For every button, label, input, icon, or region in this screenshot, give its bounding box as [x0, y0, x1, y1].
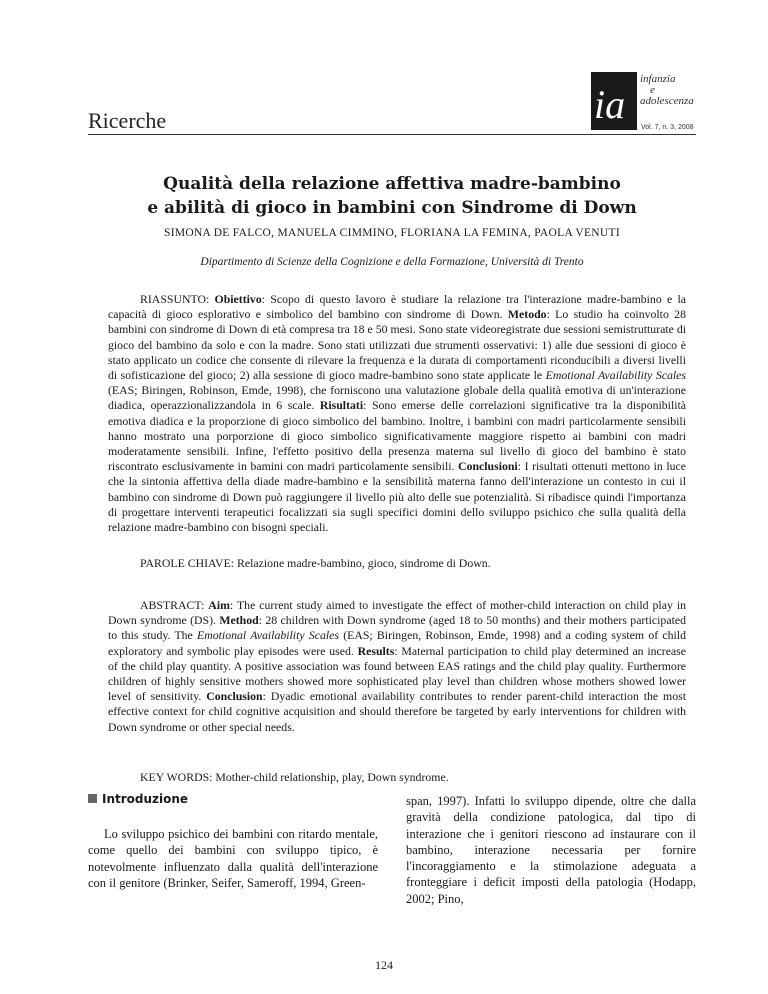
page-number: 124 [375, 958, 393, 972]
header-rule [88, 134, 696, 135]
section-label: Ricerche [88, 108, 167, 133]
bullet-square-icon [88, 794, 97, 803]
intro-right-column: span, 1997). Infatti lo sviluppo dipende, oltre che dalla gravità della condizione patologica, dal tipo di interazione che i genitori riescono ad instaurare con il bambino, interazione necessaria per fornire l'incoraggiamento e la stimolazione adeguata a fronteggiare i deficit imposti della patologia (Hodapp, 2002; Pino, [406, 794, 696, 906]
authors: SIMONA DE FALCO, MANUELA CIMMINO, FLORIANA LA FEMINA, PAOLA VENUTI [164, 227, 620, 239]
volume-info: Vol. 7, n. 3, 2008 [641, 124, 694, 131]
key-words: KEY WORDS: Mother-child relationship, play, Down syndrome. [140, 770, 449, 784]
riassunto: RIASSUNTO: Obiettivo: Scopo di questo lavoro è studiare la relazione tra l'interazione madre-bambino e la capacità di gioco esplorativo e simbolico del bambino con sindrome di Down. Metodo: Lo studio ha coinvolto 28 bambini con sindrome di Down di età compresa tra 18 e 50 mesi. Sono state videoregistrate due sessioni semistrutturate di gioco del bambino da solo e con la madre. Sono stati utilizzati due strumenti osservativi: 1) alle due sessioni di gioco è stato applicato un codice che consente di rilevare la frequenza e la durata di comportamenti riconducibili a diversi livelli di sofisticazione del gioco; 2) alla sessione di gioco madre-bambino sono state applicate le Emotional Availability Scales (EAS; Biringen, Robinson, Emde, 1998), che forniscono una valutazione globale della qualità emotiva di un'interazione diadica, operazzionalizzandola in 6 scale. Risultati: Sono emerse delle correlazioni significative tra la disponibilità emotiva diadica e la proporzione di gioco simbolico del bambino. Inoltre, i bambini con madri particolarmente sensibili hanno mostrato una porporzione di gioco simbolico significativamente maggiore rispetto ai bambini con madri moderatamente sensibili. Infine, l'effetto positivo della presenza materna sul livello di gioco del bambino è stato riscontrato esclusivamente in bamini con madri particolamente sensibili. Conclusioni: I risultati ottenuti mettono in luce che la sintonia affettiva della diade madre-bambino e la sensibilità materna fanno dell'interazione un contesto in cui il bambino con sindrome di Down può raggiungere il livello più alto delle sue potenzialità. Si ribadisce quindi l'importanza di progettare interventi terapeutici focalizzati sia sugli specifici domini dello sviluppo psichico che sulla qualità della relazione madre-bambino con bisogni speciali. [108, 292, 687, 535]
intro-heading: Introduzione [88, 792, 188, 806]
svg-text:ia: ia [594, 82, 626, 127]
journal-name: infanzia e adolescenza [640, 73, 694, 107]
intro-left-column: Lo sviluppo psichico dei bambini con ritardo mentale, come quello dei bambini con sviluppo tipico, è notevolmente influenzato dalla qualità dell'interazione con il genitore (Brinker, Seifer, Sameroff, 1994, Green- [88, 827, 378, 890]
journal-logo-icon [591, 72, 637, 130]
parole-chiave: PAROLE CHIAVE: Relazione madre-bambino, gioco, sindrome di Down. [140, 556, 491, 570]
abstract-en: ABSTRACT: Aim: The current study aimed to investigate the effect of mother-child interaction on child play in Down syndrome (DS). Method: 28 children with Down syndrome (aged 18 to 50 months) and their mothers participated to this study. The Emotional Availability Scales (EAS; Biringen, Robinson, Emde, 1998) and a coding system of child exploratory and symbolic play episodes were used. Results: Maternal participation to child play determined an increase of the child play quantity. A positive association was found between EAS ratings and the child play quality. Furthermore children of highly sensitive mothers showed more sophisticated play level than children whose mothers showed lower level of sensitivity. Conclusion: Dyadic emotional availability contributes to render parent-child interaction the most effective context for child cognitive acquisition and should therefore be targeted by early interventions for children with Down syndrome or other special needs. [108, 598, 686, 734]
article-title: Qualità della relazione affettiva madre-bambino e abilità di gioco in bambini con Sindrome di Down [147, 174, 637, 218]
affiliation: Dipartimento di Scienze della Cognizione e della Formazione, Università di Trento [200, 256, 584, 268]
